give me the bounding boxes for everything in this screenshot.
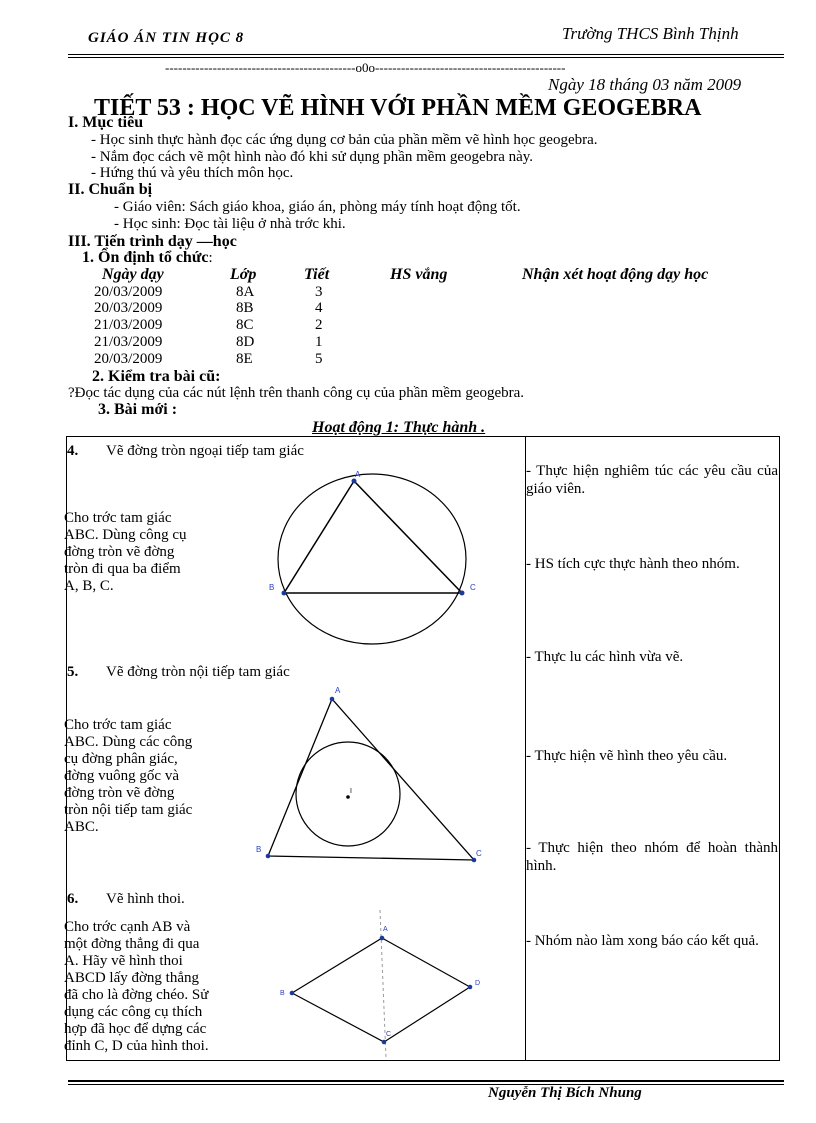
point-b: [290, 991, 295, 996]
section2-heading: II. Chuẩn bị: [68, 181, 153, 198]
col-header-period: Tiết: [304, 266, 330, 283]
task6-number: 6.: [67, 891, 79, 907]
section3-sub1: 1. Ổn định tổ chức:: [82, 249, 213, 266]
side-cb: [292, 993, 384, 1042]
section3-sub3: 3. Bài mới :: [98, 401, 178, 418]
footer-rule-bottom: [68, 1084, 784, 1085]
task6-heading: Vẽ hình thoi.: [106, 891, 185, 907]
col-header-date: Ngày dạy: [102, 266, 164, 283]
row-class: 8D: [236, 334, 255, 350]
row-period: 5: [315, 351, 323, 367]
row-period: 3: [315, 284, 323, 300]
section1-heading: I. Mục tiêu: [68, 114, 144, 131]
right-note: - Nhóm nào làm xong báo cáo kết quả.: [526, 933, 759, 949]
row-class: 8B: [236, 300, 254, 316]
right-note: - HS tích cực thực hành theo nhóm.: [526, 556, 740, 572]
col-header-class: Lớp: [230, 266, 257, 283]
row-class: 8A: [236, 284, 255, 300]
section1-item: - Nắm đọc cách vẽ một hình nào đó khi sử dụng phần mềm geogebra này.: [91, 149, 534, 165]
task4-description: Cho trớc tam giác ABC. Dùng công cụ đờng tròn vẽ đờng tròn đi qua ba điểm A, B, C.: [64, 510, 187, 594]
point-c: [382, 1040, 387, 1045]
rhombus-figure: [278, 908, 498, 1060]
label-c: C: [476, 849, 482, 858]
section3-heading: III. Tiến trình dạy —học: [68, 233, 237, 250]
point-d: [468, 985, 473, 990]
side-ab: [292, 938, 382, 993]
label-a: A: [335, 686, 341, 695]
row-period: 1: [315, 334, 323, 350]
label-c: C: [470, 583, 476, 592]
side-ad: [382, 938, 470, 987]
row-date: 20/03/2009: [94, 284, 163, 300]
col-header-absent: HS vắng: [390, 266, 448, 283]
label-a: A: [355, 470, 361, 479]
point-i: [346, 795, 350, 799]
right-note: - Thực hiện theo nhóm để hoàn thành hình.: [526, 840, 778, 874]
row-date: 20/03/2009: [94, 300, 163, 316]
lesson-date: Ngày 18 tháng 03 năm 2009: [548, 75, 742, 94]
row-class: 8C: [236, 317, 254, 333]
activity-title: Hoạt động 1: Thực hành .: [312, 419, 486, 436]
row-period: 2: [315, 317, 323, 333]
point-c: [472, 858, 477, 863]
col-header-remarks: Nhận xét hoạt động dạy học: [522, 266, 709, 283]
label-c: C: [386, 1031, 392, 1038]
incircle: [296, 742, 400, 846]
point-a: [330, 697, 335, 702]
lesson-title: TIẾT 53 : HỌC VẼ HÌNH VỚI PHẦN MỀM GEOGEBRA: [94, 95, 702, 121]
side-dc: [384, 987, 470, 1042]
right-note: - Thực hiện nghiêm túc các yêu cầu của giáo viên.: [526, 463, 778, 497]
triangle-abc: [268, 699, 474, 860]
task5-heading: Vẽ đờng tròn nội tiếp tam giác: [106, 664, 290, 680]
section1-item: - Học sinh thực hành đọc các ứng dụng cơ bản của phần mềm vẽ hình học geogebra.: [91, 132, 598, 148]
circumcircle-figure: [262, 466, 492, 652]
header-left-text: GIÁO ÁN TIN HỌC 8: [88, 30, 245, 46]
section3-sub2: 2. Kiểm tra bài cũ:: [92, 368, 221, 385]
row-period: 4: [315, 300, 323, 316]
task5-description: Cho trớc tam giác ABC. Dùng các công cụ đờng phân giác, đờng vuông gốc và đờng tròn vẽ đờng tròn nội tiếp tam giác ABC.: [64, 717, 193, 835]
row-class: 8E: [236, 351, 253, 367]
task5-number: 5.: [67, 664, 79, 680]
section2-item: - Giáo viên: Sách giáo khoa, giáo án, phòng máy tính hoạt động tốt.: [114, 199, 521, 215]
point-b: [282, 591, 287, 596]
label-i: I: [350, 788, 352, 795]
right-note: - Thực hiện vẽ hình theo yêu cầu.: [526, 748, 728, 764]
row-date: 20/03/2009: [94, 351, 163, 367]
point-c: [460, 591, 465, 596]
label-b: B: [269, 583, 275, 592]
row-date: 21/03/2009: [94, 317, 163, 333]
label-d: D: [475, 980, 481, 987]
point-a: [352, 479, 357, 484]
section2-item: - Học sinh: Đọc tài liệu ở nhà trớc khi.: [114, 216, 346, 232]
header-school: Trường THCS Bình Thịnh: [562, 24, 739, 43]
point-a: [380, 936, 385, 941]
task4-heading: Vẽ đờng tròn ngoại tiếp tam giác: [106, 443, 304, 459]
triangle-abc: [284, 481, 462, 593]
header-separator: --------------------------------------------o0o--------------------------------------------: [165, 60, 566, 75]
footer-rule-top: [68, 1080, 784, 1082]
task4-number: 4.: [67, 443, 79, 459]
footer-author: Nguyễn Thị Bích Nhung: [488, 1085, 642, 1101]
row-date: 21/03/2009: [94, 334, 163, 350]
label-b: B: [280, 990, 285, 997]
point-b: [266, 854, 271, 859]
header-rule-bottom: [68, 57, 784, 58]
right-note: - Thực lu các hình vừa vẽ.: [526, 649, 684, 665]
section1-item: - Hứng thú và yêu thích môn học.: [91, 165, 294, 181]
task6-description: Cho trớc cạnh AB và một đờng thẳng đi qua A. Hãy vẽ hình thoi ABCD lấy đờng thẳng đã cho là đờng chéo. Sử dụng các công cụ thích hợp đã học để dựng các đỉnh C, D của hình thoi.: [64, 919, 209, 1054]
section3-sub2-text: ?Đọc tác dụng của các nút lệnh trên thanh công cụ của phần mềm geogebra.: [68, 385, 525, 401]
label-b: B: [256, 845, 262, 854]
header-rule-top: [68, 54, 784, 55]
incircle-figure: [250, 684, 490, 868]
label-a: A: [383, 926, 388, 933]
